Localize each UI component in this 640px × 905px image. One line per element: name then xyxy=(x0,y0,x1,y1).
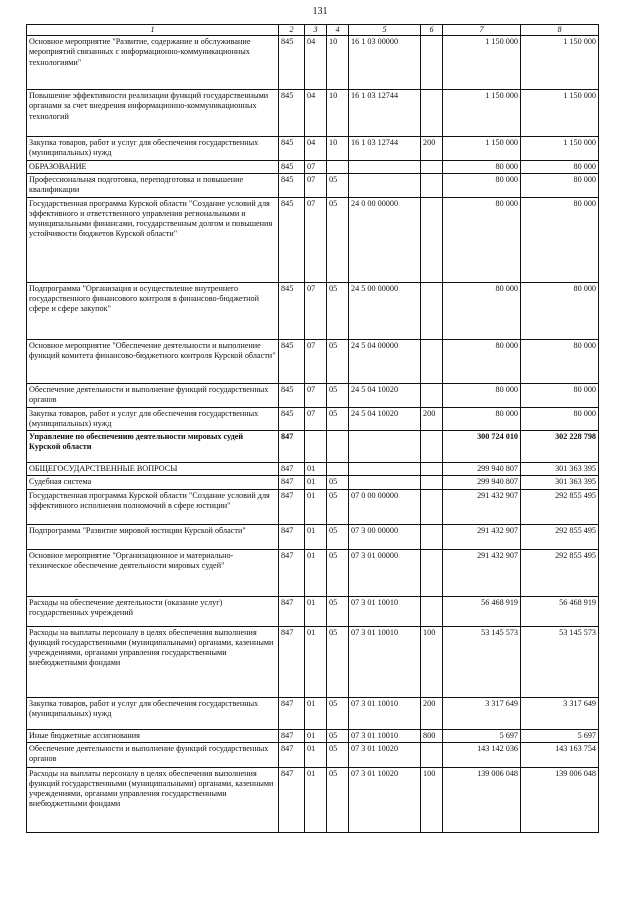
cell-c2: 845 xyxy=(279,90,305,137)
cell-name: Профессиональная подготовка, переподготовка и повышение квалификации xyxy=(27,173,279,197)
table-row xyxy=(27,742,599,767)
cell-c5 xyxy=(349,431,421,463)
cell-c6 xyxy=(421,476,443,489)
cell-c8: 1 150 000 xyxy=(521,90,599,137)
cell-c4: 10 xyxy=(327,36,349,90)
cell-c4: 05 xyxy=(327,476,349,489)
cell-c6 xyxy=(421,36,443,90)
cell-c4: 10 xyxy=(327,137,349,160)
table-row xyxy=(27,197,599,282)
table-row xyxy=(27,729,599,742)
cell-c6 xyxy=(421,90,443,137)
table-row xyxy=(27,282,599,339)
column-header-row xyxy=(27,25,599,36)
cell-name: Расходы на выплаты персоналу в целях обеспечения выполнения функций государственными (муниципальными) органами, казенными учреждениями, органами управления государственными внебюджетными фондами xyxy=(27,767,279,832)
cell-c5: 16 1 03 12744 xyxy=(349,90,421,137)
column-header: 1 xyxy=(27,25,279,36)
column-header: 2 xyxy=(279,25,305,36)
cell-c2: 847 xyxy=(279,767,305,832)
table-row xyxy=(27,626,599,697)
cell-c2: 847 xyxy=(279,549,305,596)
cell-c7: 5 697 xyxy=(443,729,521,742)
cell-c4: 05 xyxy=(327,524,349,549)
cell-c7: 80 000 xyxy=(443,383,521,407)
cell-c2: 847 xyxy=(279,626,305,697)
cell-c7: 291 432 907 xyxy=(443,489,521,524)
cell-c8: 143 163 754 xyxy=(521,742,599,767)
cell-c2: 847 xyxy=(279,489,305,524)
table-row xyxy=(27,173,599,197)
table-row xyxy=(27,431,599,463)
budget-table xyxy=(26,24,599,833)
cell-c2: 845 xyxy=(279,197,305,282)
cell-c6 xyxy=(421,383,443,407)
cell-name: Подпрограмма "Организация и осуществление внутреннего государственного финансового контроля в финансово-бюджетной сфере и сфере закупок" xyxy=(27,282,279,339)
cell-name: Государственная программа Курской области "Создание условий для эффективного и ответственного управления региональными и муниципальными финансами, государственным долгом и повышения устойчивости бюджетов Курской области" xyxy=(27,197,279,282)
cell-c7: 80 000 xyxy=(443,197,521,282)
cell-c8: 80 000 xyxy=(521,407,599,430)
cell-c5: 24 5 00 00000 xyxy=(349,282,421,339)
page-number: 131 xyxy=(312,6,328,17)
cell-name: Основное мероприятие "Организационное и материально-техническое обеспечение деятельности мировых судей" xyxy=(27,549,279,596)
cell-c8: 139 006 048 xyxy=(521,767,599,832)
cell-c7: 291 432 907 xyxy=(443,524,521,549)
cell-c3: 01 xyxy=(305,524,327,549)
cell-c6: 200 xyxy=(421,407,443,430)
cell-c6: 200 xyxy=(421,697,443,729)
cell-c3: 07 xyxy=(305,383,327,407)
cell-name: Закупка товаров, работ и услуг для обеспечения государственных (муниципальных) нужд xyxy=(27,697,279,729)
table-row xyxy=(27,549,599,596)
cell-c6: 100 xyxy=(421,626,443,697)
cell-c7: 299 940 807 xyxy=(443,463,521,476)
table-row xyxy=(27,137,599,160)
cell-c4: 05 xyxy=(327,596,349,626)
cell-c2: 847 xyxy=(279,476,305,489)
cell-c7: 300 724 010 xyxy=(443,431,521,463)
cell-c2: 845 xyxy=(279,160,305,173)
cell-c2: 847 xyxy=(279,463,305,476)
table-row xyxy=(27,476,599,489)
table-row xyxy=(27,160,599,173)
cell-c5: 07 3 01 00000 xyxy=(349,549,421,596)
cell-c5: 07 3 01 10020 xyxy=(349,767,421,832)
cell-c6 xyxy=(421,160,443,173)
cell-c4: 05 xyxy=(327,697,349,729)
table-row xyxy=(27,489,599,524)
cell-c6 xyxy=(421,197,443,282)
cell-c7: 1 150 000 xyxy=(443,137,521,160)
cell-name: Основное мероприятие "Обеспечение деятельности и выполнение функций комитета финансово-бюджетного контроля Курской области" xyxy=(27,339,279,383)
cell-c7: 80 000 xyxy=(443,407,521,430)
cell-c3: 01 xyxy=(305,697,327,729)
cell-c7: 139 006 048 xyxy=(443,767,521,832)
cell-c8: 301 363 395 xyxy=(521,476,599,489)
table-row xyxy=(27,383,599,407)
cell-name: Закупка товаров, работ и услуг для обеспечения государственных (муниципальных) нужд xyxy=(27,137,279,160)
cell-c8: 80 000 xyxy=(521,160,599,173)
cell-name: Основное мероприятие "Развитие, содержание и обслуживание мероприятий связанных с информационно-коммуникационных технологиями" xyxy=(27,36,279,90)
cell-c5: 24 5 04 10020 xyxy=(349,383,421,407)
cell-name: Повышение эффективности реализации функций государственными органами за счет внедрения информационно-коммуникационных технологий xyxy=(27,90,279,137)
cell-c2: 847 xyxy=(279,596,305,626)
cell-c8: 302 228 798 xyxy=(521,431,599,463)
cell-c3: 07 xyxy=(305,339,327,383)
cell-c4: 05 xyxy=(327,767,349,832)
cell-c8: 80 000 xyxy=(521,282,599,339)
cell-c3: 04 xyxy=(305,90,327,137)
table-row xyxy=(27,767,599,832)
cell-c5: 07 3 01 10010 xyxy=(349,626,421,697)
cell-c5: 07 3 01 10010 xyxy=(349,697,421,729)
cell-c8: 53 145 573 xyxy=(521,626,599,697)
cell-c8: 56 468 919 xyxy=(521,596,599,626)
cell-c7: 80 000 xyxy=(443,282,521,339)
cell-c4: 05 xyxy=(327,173,349,197)
cell-name: Иные бюджетные ассигнования xyxy=(27,729,279,742)
cell-c3: 01 xyxy=(305,476,327,489)
cell-c2: 845 xyxy=(279,137,305,160)
cell-c6: 800 xyxy=(421,729,443,742)
cell-c6 xyxy=(421,339,443,383)
cell-c5: 24 5 04 00000 xyxy=(349,339,421,383)
cell-c6 xyxy=(421,524,443,549)
column-header: 4 xyxy=(327,25,349,36)
cell-c6 xyxy=(421,173,443,197)
cell-c5 xyxy=(349,160,421,173)
column-header: 8 xyxy=(521,25,599,36)
cell-name: Обеспечение деятельности и выполнение функций государственных органов xyxy=(27,383,279,407)
cell-c4: 05 xyxy=(327,197,349,282)
cell-c3: 01 xyxy=(305,767,327,832)
cell-c3: 01 xyxy=(305,489,327,524)
cell-name: Расходы на выплаты персоналу в целях обеспечения выполнения функций государственными (муниципальными) органами, казенными учреждениями, органами управления государственными внебюджетными фондами xyxy=(27,626,279,697)
cell-c5: 07 3 01 10020 xyxy=(349,742,421,767)
cell-c5 xyxy=(349,173,421,197)
cell-c3: 04 xyxy=(305,137,327,160)
cell-c5: 16 1 03 00000 xyxy=(349,36,421,90)
cell-c3: 01 xyxy=(305,596,327,626)
cell-c8: 292 855 495 xyxy=(521,549,599,596)
cell-c8: 301 363 395 xyxy=(521,463,599,476)
cell-c7: 80 000 xyxy=(443,339,521,383)
cell-c5 xyxy=(349,476,421,489)
cell-c3 xyxy=(305,431,327,463)
cell-c2: 847 xyxy=(279,524,305,549)
table-row xyxy=(27,407,599,430)
cell-c6 xyxy=(421,489,443,524)
cell-c8: 1 150 000 xyxy=(521,137,599,160)
cell-c7: 1 150 000 xyxy=(443,36,521,90)
cell-c3: 01 xyxy=(305,549,327,596)
table-row xyxy=(27,697,599,729)
cell-c5: 24 0 00 00000 xyxy=(349,197,421,282)
cell-c8: 80 000 xyxy=(521,339,599,383)
table-row xyxy=(27,36,599,90)
cell-c6 xyxy=(421,549,443,596)
cell-c7: 291 432 907 xyxy=(443,549,521,596)
cell-c4: 05 xyxy=(327,383,349,407)
cell-c2: 845 xyxy=(279,36,305,90)
cell-c4: 05 xyxy=(327,489,349,524)
cell-c6 xyxy=(421,282,443,339)
cell-c4: 10 xyxy=(327,90,349,137)
cell-c4: 05 xyxy=(327,339,349,383)
cell-c8: 5 697 xyxy=(521,729,599,742)
cell-c4: 05 xyxy=(327,549,349,596)
cell-c4: 05 xyxy=(327,626,349,697)
cell-c7: 143 142 036 xyxy=(443,742,521,767)
cell-c7: 80 000 xyxy=(443,173,521,197)
cell-c5: 07 3 00 00000 xyxy=(349,524,421,549)
column-header: 5 xyxy=(349,25,421,36)
cell-c2: 845 xyxy=(279,339,305,383)
cell-c3: 01 xyxy=(305,729,327,742)
cell-c6 xyxy=(421,463,443,476)
cell-c5: 16 1 03 12744 xyxy=(349,137,421,160)
table-row xyxy=(27,524,599,549)
cell-c2: 847 xyxy=(279,431,305,463)
cell-c3: 07 xyxy=(305,160,327,173)
column-header: 3 xyxy=(305,25,327,36)
cell-c5: 07 3 01 10010 xyxy=(349,596,421,626)
column-header: 7 xyxy=(443,25,521,36)
cell-c4 xyxy=(327,160,349,173)
cell-c6 xyxy=(421,596,443,626)
cell-c7: 299 940 807 xyxy=(443,476,521,489)
cell-c2: 847 xyxy=(279,742,305,767)
cell-c7: 53 145 573 xyxy=(443,626,521,697)
cell-c7: 3 317 649 xyxy=(443,697,521,729)
cell-c3: 07 xyxy=(305,282,327,339)
cell-name: ОБЩЕГОСУДАРСТВЕННЫЕ ВОПРОСЫ xyxy=(27,463,279,476)
table-row xyxy=(27,90,599,137)
cell-c2: 845 xyxy=(279,407,305,430)
cell-c7: 1 150 000 xyxy=(443,90,521,137)
cell-c3: 07 xyxy=(305,173,327,197)
cell-c3: 04 xyxy=(305,36,327,90)
cell-c2: 845 xyxy=(279,173,305,197)
cell-c4: 05 xyxy=(327,282,349,339)
cell-c8: 292 855 495 xyxy=(521,489,599,524)
cell-c2: 847 xyxy=(279,729,305,742)
cell-name: Государственная программа Курской области "Создание условий для эффективного исполнения полномочий в сфере юстиции" xyxy=(27,489,279,524)
cell-c7: 56 468 919 xyxy=(443,596,521,626)
cell-c4 xyxy=(327,463,349,476)
cell-c3: 01 xyxy=(305,626,327,697)
cell-c4: 05 xyxy=(327,729,349,742)
cell-c8: 3 317 649 xyxy=(521,697,599,729)
cell-c5: 07 3 01 10010 xyxy=(349,729,421,742)
cell-name: Управление по обеспечению деятельности мировых судей Курской области xyxy=(27,431,279,463)
cell-name: Судебная система xyxy=(27,476,279,489)
cell-c8: 80 000 xyxy=(521,173,599,197)
cell-c6 xyxy=(421,431,443,463)
cell-name: Закупка товаров, работ и услуг для обеспечения государственных (муниципальных) нужд xyxy=(27,407,279,430)
cell-c8: 80 000 xyxy=(521,383,599,407)
cell-c5: 07 0 00 00000 xyxy=(349,489,421,524)
cell-c8: 80 000 xyxy=(521,197,599,282)
cell-c4 xyxy=(327,431,349,463)
cell-c3: 07 xyxy=(305,407,327,430)
cell-c5 xyxy=(349,463,421,476)
cell-c7: 80 000 xyxy=(443,160,521,173)
cell-c6 xyxy=(421,742,443,767)
cell-name: ОБРАЗОВАНИЕ xyxy=(27,160,279,173)
table-row xyxy=(27,463,599,476)
cell-name: Подпрограмма "Развитие мировой юстиции Курской области" xyxy=(27,524,279,549)
cell-c3: 01 xyxy=(305,463,327,476)
cell-name: Обеспечение деятельности и выполнение функций государственных органов xyxy=(27,742,279,767)
cell-c2: 845 xyxy=(279,282,305,339)
column-header: 6 xyxy=(421,25,443,36)
cell-c8: 292 855 495 xyxy=(521,524,599,549)
cell-c4: 05 xyxy=(327,407,349,430)
cell-c6: 200 xyxy=(421,137,443,160)
cell-c6: 100 xyxy=(421,767,443,832)
cell-c3: 07 xyxy=(305,197,327,282)
cell-c3: 01 xyxy=(305,742,327,767)
cell-c2: 845 xyxy=(279,383,305,407)
cell-c4: 05 xyxy=(327,742,349,767)
table-row xyxy=(27,339,599,383)
table-row xyxy=(27,596,599,626)
cell-c8: 1 150 000 xyxy=(521,36,599,90)
cell-c2: 847 xyxy=(279,697,305,729)
cell-name: Расходы на обеспечение деятельности (оказание услуг) государственных учреждений xyxy=(27,596,279,626)
cell-c5: 24 5 04 10020 xyxy=(349,407,421,430)
